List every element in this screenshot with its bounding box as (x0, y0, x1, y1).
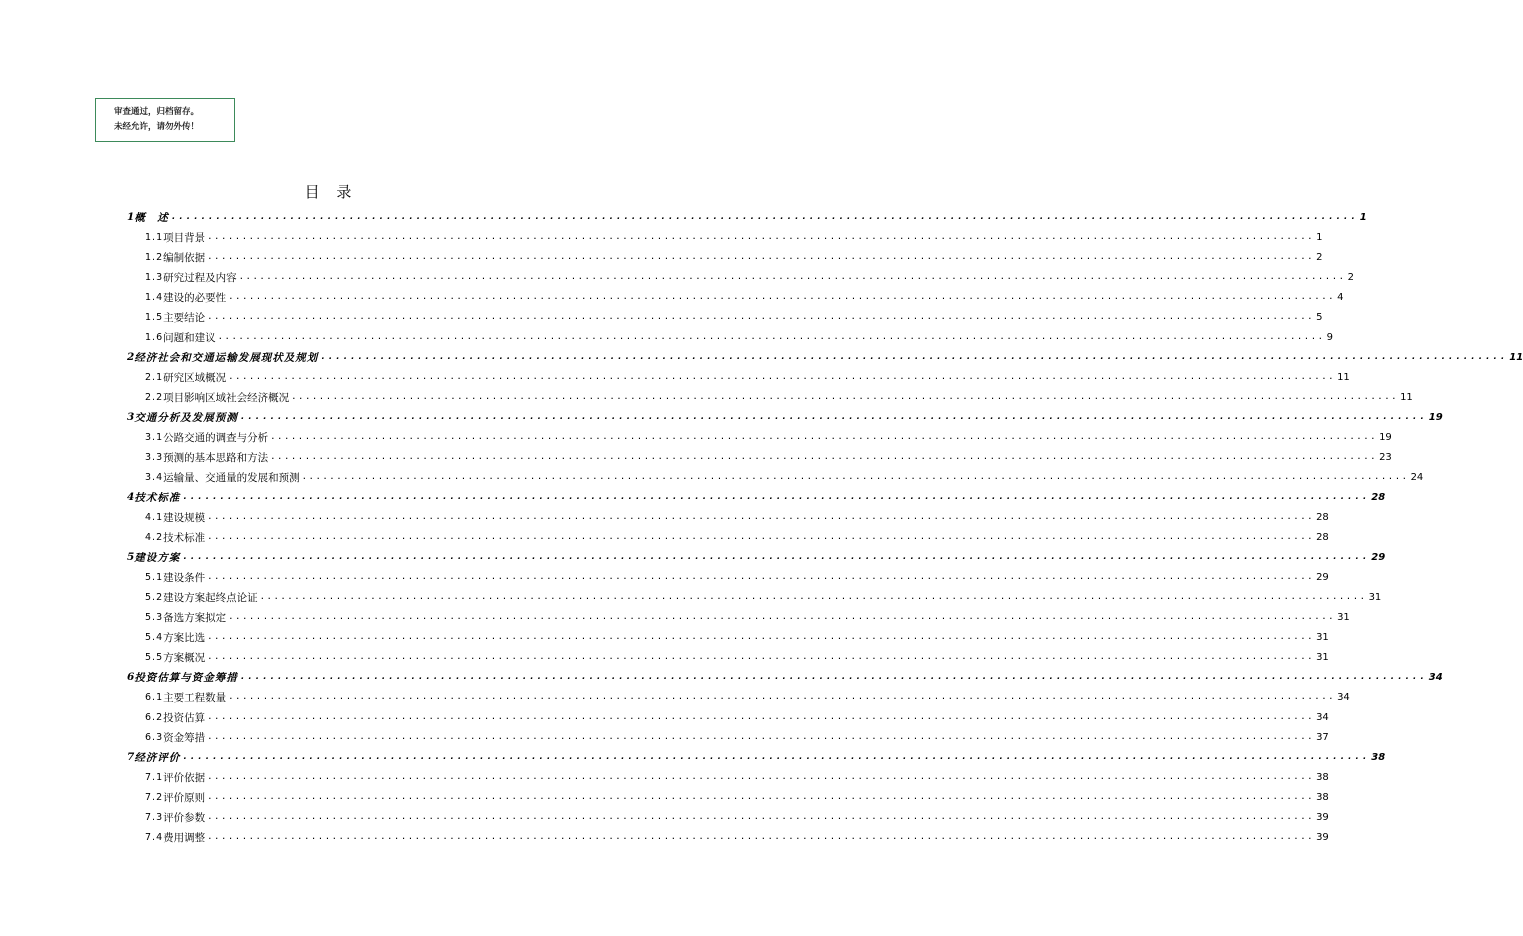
toc-entry-title: 建设条件 (163, 571, 206, 584)
toc-entry-page: 39 (1316, 811, 1329, 823)
toc-entry-number: 4.2 (145, 531, 164, 543)
toc-entry-page: 5 (1316, 311, 1323, 323)
toc-leader-dots: ................................................................................................................................................................ (207, 532, 1315, 542)
toc-entry-number: 1.6 (145, 331, 164, 343)
toc-entry-title: 预测的基本思路和方法 (163, 451, 269, 464)
toc-entry-number: 3 (127, 411, 135, 423)
toc-entry-title: 评价参数 (163, 811, 206, 824)
toc-entry-title: 评价原则 (163, 791, 206, 804)
toc-chapter-entry[interactable] (127, 347, 1523, 367)
toc-entry-number: 2.2 (145, 391, 164, 403)
toc-entry-title: 投资估算 (163, 711, 206, 724)
toc-leader-dots: ................................................................................................................................................................ (182, 752, 1370, 762)
toc-entry-number: 7.4 (145, 831, 164, 843)
toc-entry-title: 主要工程数量 (163, 691, 227, 704)
toc-leader-dots: ................................................................................................................................................................ (228, 692, 1336, 702)
toc-entry-number: 5 (127, 551, 135, 563)
toc-section-entry[interactable] (145, 327, 1333, 347)
toc-section-entry[interactable] (145, 687, 1350, 707)
toc-entry-title: 方案比选 (163, 631, 206, 644)
toc-entry-page: 19 (1428, 411, 1443, 423)
notice-line-2: 未经允许，请勿外传！ (114, 122, 200, 132)
toc-entry-title: 建设方案起终点论证 (163, 591, 258, 604)
toc-leader-dots: ................................................................................................................................................................ (217, 332, 1325, 342)
toc-chapter-entry[interactable] (127, 667, 1443, 687)
toc-section-entry[interactable] (145, 527, 1329, 547)
toc-entry-title: 经济社会和交通运输发展现状及规划 (134, 351, 319, 364)
toc-leader-dots: ................................................................................................................................................................ (207, 572, 1315, 582)
toc-leader-dots: ................................................................................................................................................................ (182, 492, 1370, 502)
toc-entry-number: 1.3 (145, 271, 164, 283)
toc-leader-dots: ................................................................................................................................................................ (207, 652, 1315, 662)
toc-section-entry[interactable] (145, 787, 1329, 807)
toc-section-entry[interactable] (145, 287, 1344, 307)
confidentiality-notice (95, 98, 235, 142)
notice-line-1: 审查通过，归档留存。 (114, 107, 200, 117)
toc-entry-title: 问题和建议 (163, 331, 216, 344)
toc-entry-number: 2 (127, 351, 135, 363)
toc-entry-title: 投资估算与资金筹措 (134, 671, 238, 684)
toc-entry-number: 6.2 (145, 711, 164, 723)
toc-entry-number: 5.3 (145, 611, 164, 623)
toc-entry-number: 6.1 (145, 691, 164, 703)
toc-entry-page: 29 (1316, 571, 1329, 583)
toc-entry-number: 3.1 (145, 431, 164, 443)
toc-entry-page: 31 (1316, 651, 1329, 663)
toc-section-entry[interactable] (145, 227, 1323, 247)
toc-section-entry[interactable] (145, 247, 1323, 267)
toc-section-entry[interactable] (145, 427, 1392, 447)
toc-entry-page: 1 (1359, 211, 1367, 223)
toc-chapter-entry[interactable] (127, 207, 1367, 227)
toc-entry-title: 研究区域概况 (163, 371, 227, 384)
toc-leader-dots: ................................................................................................................................................................ (207, 832, 1315, 842)
toc-leader-dots: ................................................................................................................................................................ (207, 632, 1315, 642)
toc-section-entry[interactable] (145, 607, 1350, 627)
toc-leader-dots: ................................................................................................................................................................ (207, 712, 1315, 722)
toc-leader-dots: ................................................................................................................................................................ (239, 412, 1427, 422)
toc-entry-page: 9 (1326, 331, 1333, 343)
toc-entry-number: 5.5 (145, 651, 164, 663)
toc-leader-dots: ................................................................................................................................................................ (207, 792, 1315, 802)
toc-entry-title: 研究过程及内容 (163, 271, 237, 284)
toc-entry-page: 34 (1428, 671, 1443, 683)
toc-entry-page: 23 (1379, 451, 1392, 463)
toc-entry-title: 建设方案 (134, 551, 181, 564)
toc-section-entry[interactable] (145, 647, 1329, 667)
toc-entry-page: 39 (1316, 831, 1329, 843)
toc-leader-dots: ................................................................................................................................................................ (170, 212, 1358, 222)
toc-entry-number: 7.1 (145, 771, 164, 783)
toc-entry-page: 24 (1410, 471, 1424, 483)
toc-entry-title: 技术标准 (163, 531, 206, 544)
toc-entry-title: 费用调整 (163, 831, 206, 844)
toc-chapter-entry[interactable] (127, 407, 1443, 427)
toc-entry-page: 11 (1509, 351, 1523, 363)
toc-entry-number: 3.4 (145, 471, 164, 483)
toc-entry-number: 5.2 (145, 591, 164, 603)
toc-leader-dots: ................................................................................................................................................................ (207, 232, 1315, 242)
toc-section-entry[interactable] (145, 467, 1424, 487)
toc-entry-title: 项目影响区域社会经济概况 (163, 391, 290, 404)
toc-entry-page: 11 (1400, 391, 1413, 403)
toc-entry-title: 公路交通的调查与分析 (163, 431, 269, 444)
toc-leader-dots: ................................................................................................................................................................ (259, 592, 1367, 602)
toc-entry-title: 备选方案拟定 (163, 611, 227, 624)
toc-section-entry[interactable] (145, 307, 1323, 327)
toc-section-entry[interactable] (145, 567, 1329, 587)
toc-entry-page: 37 (1316, 731, 1329, 743)
toc-chapter-entry[interactable] (127, 547, 1386, 567)
toc-entry-page: 38 (1316, 771, 1329, 783)
toc-entry-page: 34 (1316, 711, 1329, 723)
toc-entry-number: 6 (127, 671, 135, 683)
toc-entry-page: 31 (1337, 611, 1350, 623)
toc-entry-title: 技术标准 (134, 491, 181, 504)
toc-entry-number: 5.1 (145, 571, 164, 583)
toc-section-entry[interactable] (145, 627, 1329, 647)
toc-entry-number: 7 (127, 751, 135, 763)
toc-entry-page: 4 (1337, 291, 1344, 303)
toc-leader-dots: ................................................................................................................................................................ (228, 612, 1336, 622)
toc-entry-title: 建设规模 (163, 511, 206, 524)
toc-chapter-entry[interactable] (127, 487, 1386, 507)
toc-entry-number: 4.1 (145, 511, 164, 523)
toc-entry-number: 2.1 (145, 371, 164, 383)
toc-entry-number: 1.4 (145, 291, 164, 303)
toc-entry-title: 建设的必要性 (163, 291, 227, 304)
toc-entry-title: 运输量、交通量的发展和预测 (163, 471, 300, 484)
toc-section-entry[interactable] (145, 587, 1382, 607)
toc-entry-page: 38 (1371, 751, 1386, 763)
toc-section-entry[interactable] (145, 267, 1354, 287)
toc-entry-title: 评价依据 (163, 771, 206, 784)
toc-leader-dots: ................................................................................................................................................................ (228, 292, 1336, 302)
toc-section-entry[interactable] (145, 807, 1329, 827)
toc-leader-dots: ................................................................................................................................................................ (238, 272, 1346, 282)
toc-entry-number: 1.1 (145, 231, 164, 243)
toc-section-entry[interactable] (145, 507, 1329, 527)
toc-leader-dots: ................................................................................................................................................................ (207, 252, 1315, 262)
toc-leader-dots: ................................................................................................................................................................ (182, 552, 1370, 562)
toc-entry-number: 7.3 (145, 811, 164, 823)
toc-entry-number: 1 (127, 211, 135, 223)
toc-entry-page: 28 (1316, 531, 1329, 543)
toc-entry-title: 项目背景 (163, 231, 206, 244)
toc-entry-page: 34 (1337, 691, 1350, 703)
toc-leader-dots: ................................................................................................................................................................ (207, 512, 1315, 522)
toc-leader-dots: ................................................................................................................................................................ (207, 812, 1315, 822)
toc-entry-title: 方案概况 (163, 651, 206, 664)
toc-entry-page: 11 (1337, 371, 1350, 383)
toc-entry-title: 主要结论 (163, 311, 206, 324)
toc-entry-title: 编制依据 (163, 251, 206, 264)
toc-chapter-entry[interactable] (127, 747, 1386, 767)
toc-title: 目 录 (304, 183, 358, 201)
toc-entry-number: 4 (127, 491, 135, 503)
toc-entry-page: 19 (1379, 431, 1392, 443)
toc-entry-title: 交通分析及发展预测 (134, 411, 238, 424)
toc-entry-page: 29 (1371, 551, 1386, 563)
toc-section-entry[interactable] (145, 767, 1329, 787)
toc-entry-page: 1 (1316, 231, 1323, 243)
toc-section-entry[interactable] (145, 447, 1392, 467)
toc-entry-title: 经济评价 (134, 751, 181, 764)
toc-entry-page: 2 (1316, 251, 1323, 263)
toc-leader-dots: ................................................................................................................................................................ (239, 672, 1427, 682)
toc-entry-number: 7.2 (145, 791, 164, 803)
toc-section-entry[interactable] (145, 827, 1329, 847)
toc-entry-page: 28 (1316, 511, 1329, 523)
toc-entry-page: 31 (1368, 591, 1382, 603)
toc-entry-title: 概 述 (134, 211, 169, 224)
toc-leader-dots: ................................................................................................................................................................ (270, 452, 1378, 462)
toc-leader-dots: ................................................................................................................................................................ (320, 352, 1508, 362)
toc-leader-dots: ................................................................................................................................................................ (207, 772, 1315, 782)
toc-entry-page: 28 (1371, 491, 1386, 503)
toc-leader-dots: ................................................................................................................................................................ (228, 372, 1336, 382)
toc-leader-dots: ................................................................................................................................................................ (270, 432, 1378, 442)
toc-entry-page: 31 (1316, 631, 1329, 643)
toc-section-entry[interactable] (145, 727, 1329, 747)
toc-entry-number: 6.3 (145, 731, 164, 743)
toc-entry-page: 38 (1316, 791, 1329, 803)
toc-entry-number: 5.4 (145, 631, 164, 643)
toc-leader-dots: ................................................................................................................................................................ (291, 392, 1399, 402)
toc-section-entry[interactable] (145, 707, 1329, 727)
toc-entry-number: 3.3 (145, 451, 164, 463)
toc-entry-number: 1.2 (145, 251, 164, 263)
toc-section-entry[interactable] (145, 367, 1350, 387)
toc-leader-dots: ................................................................................................................................................................ (207, 312, 1315, 322)
toc-leader-dots: ................................................................................................................................................................ (207, 732, 1315, 742)
toc-entry-title: 资金筹措 (163, 731, 206, 744)
toc-entry-number: 1.5 (145, 311, 164, 323)
toc-entry-page: 2 (1347, 271, 1354, 283)
toc-leader-dots: ................................................................................................................................................................ (301, 472, 1409, 482)
toc-section-entry[interactable] (145, 387, 1413, 407)
